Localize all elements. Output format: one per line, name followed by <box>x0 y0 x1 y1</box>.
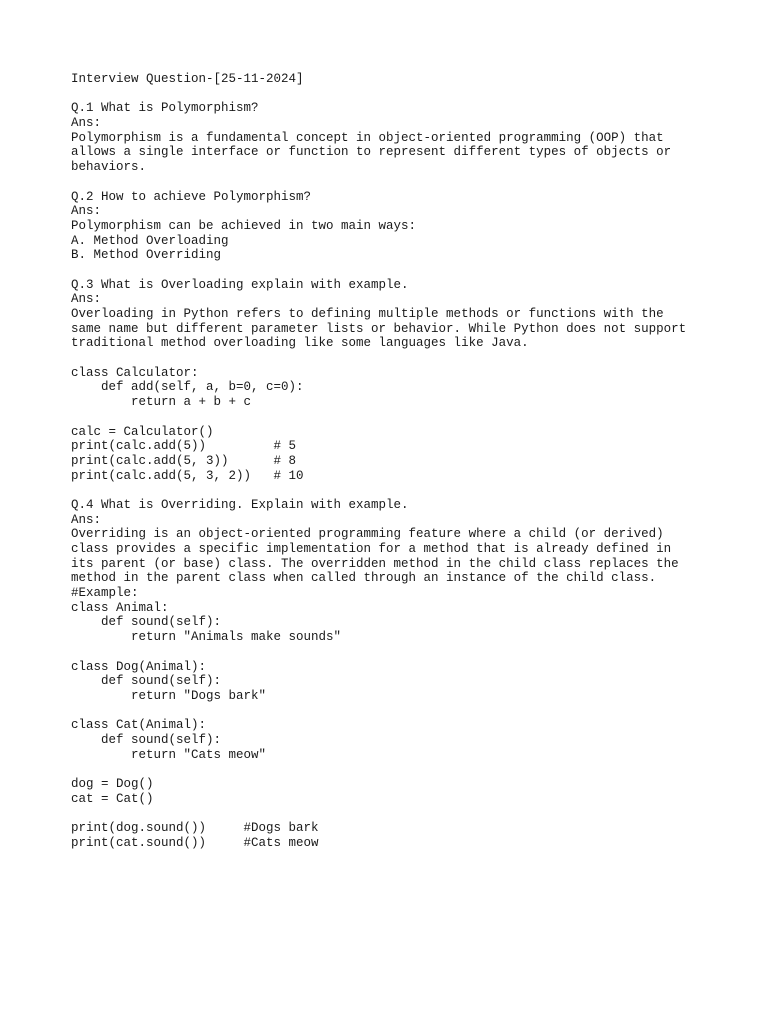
blank-line <box>71 263 751 278</box>
text-line: Q.1 What is Polymorphism? <box>71 101 259 116</box>
text-line: class Cat(Animal): <box>71 718 207 733</box>
text-line: Interview Question-[25-11-2024] <box>71 72 304 86</box>
text-line: traditional method overloading like some languages like Java. <box>71 336 529 351</box>
text-line: same name but different parameter lists or behavior. While Python does not support <box>71 321 687 336</box>
text-line: class Animal: <box>71 600 169 615</box>
text-line: def sound(self): <box>71 615 222 630</box>
text-line: print(calc.add(5)) # 5 <box>71 439 297 454</box>
blank-line <box>71 410 751 425</box>
text-line: method in the parent class when called through an instance of the child class. <box>71 571 657 586</box>
text-line: A. Method Overloading <box>71 233 229 248</box>
blank-line <box>71 175 751 190</box>
text-line: class provides a specific implementation for a method that is already defined in <box>71 542 672 556</box>
text-line: dog = Dog() <box>71 777 154 791</box>
text-line: return "Cats meow" <box>71 747 267 762</box>
text-line: class Dog(Animal): <box>71 659 207 674</box>
text-line: class Calculator: <box>71 365 199 380</box>
text-line: B. Method Overriding <box>71 248 222 263</box>
text-line: def sound(self): <box>71 732 222 747</box>
text-line: def sound(self): <box>71 674 222 689</box>
blank-line <box>71 87 751 102</box>
text-line: print(cat.sound()) #Cats meow <box>71 835 319 850</box>
text-line: print(calc.add(5, 3, 2)) # 10 <box>71 468 304 483</box>
text-line: return a + b + c <box>71 395 252 410</box>
text-line: print(calc.add(5, 3)) # 8 <box>71 453 297 468</box>
text-line: Ans: <box>71 292 102 307</box>
blank-line <box>71 762 751 777</box>
document-text <box>71 72 751 850</box>
blank-line <box>71 806 751 821</box>
text-line: Q.4 What is Overriding. Explain with example. <box>71 497 409 512</box>
text-line: allows a single interface or function to represent different types of objects or <box>71 145 672 160</box>
blank-line <box>71 483 751 498</box>
text-line: Overloading in Python refers to defining multiple methods or functions with the <box>71 307 664 321</box>
text-line: Polymorphism is a fundamental concept in object-oriented programming (OOP) that <box>71 130 664 145</box>
text-line: Q.2 How to achieve Polymorphism? <box>71 189 312 204</box>
text-line: print(dog.sound()) #Dogs bark <box>71 821 319 836</box>
text-line: Ans: <box>71 512 102 527</box>
text-line: behaviors. <box>71 160 147 175</box>
blank-line <box>71 645 751 660</box>
text-line: Ans: <box>71 116 102 131</box>
text-line: Overriding is an object-oriented programming feature where a child (or derived) <box>71 527 664 542</box>
text-line: Polymorphism can be achieved in two main ways: <box>71 218 417 233</box>
text-line: return "Animals make sounds" <box>71 630 342 645</box>
text-line: Q.3 What is Overloading explain with example. <box>71 277 409 292</box>
text-line: cat = Cat() <box>71 791 154 806</box>
text-line: Ans: <box>71 204 102 219</box>
text-line: calc = Calculator() <box>71 424 214 439</box>
text-line: return "Dogs bark" <box>71 688 267 703</box>
text-line: #Example: <box>71 586 139 601</box>
blank-line <box>71 351 751 366</box>
blank-line <box>71 704 751 719</box>
text-line: its parent (or base) class. The overridden method in the child class replaces the <box>71 556 679 571</box>
text-line: def add(self, a, b=0, c=0): <box>71 380 304 395</box>
